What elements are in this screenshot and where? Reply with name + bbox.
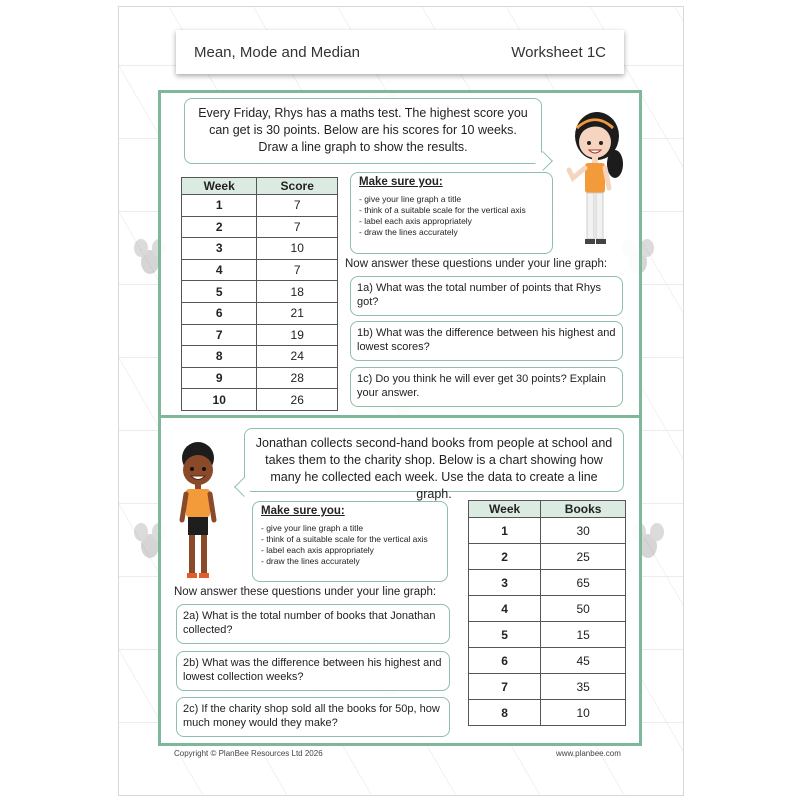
week-cell: 6: [182, 302, 257, 324]
week-cell: 4: [469, 596, 541, 622]
week-cell: 1: [469, 518, 541, 544]
score-cell: 10: [257, 238, 338, 260]
table-row: [469, 700, 626, 726]
table-row: [469, 544, 626, 570]
books-cell: 10: [541, 700, 626, 726]
boy-character-icon: [168, 440, 228, 582]
checklist-item: - draw the lines accurately: [359, 227, 544, 238]
table-row: [182, 281, 338, 303]
table-row: [182, 195, 338, 217]
books-cell: 15: [541, 622, 626, 648]
table-row: [469, 570, 626, 596]
table-row: [469, 674, 626, 700]
books-cell: 35: [541, 674, 626, 700]
section2-checklist: [252, 501, 448, 582]
table-row: [182, 367, 338, 389]
checklist-item: - label each axis appropriately: [359, 216, 544, 227]
week-cell: 6: [469, 648, 541, 674]
score-cell: 7: [257, 216, 338, 238]
girl-character-icon: [563, 106, 633, 252]
checklist-item: - give your line graph a title: [359, 194, 544, 205]
table-row: [182, 324, 338, 346]
table-row: [182, 302, 338, 324]
worksheet-number: Worksheet 1C: [511, 43, 606, 61]
checklist-title: Make sure you:: [261, 505, 345, 517]
score-cell: 28: [257, 367, 338, 389]
section2-intro-text: Jonathan collects second-hand books from people at school and takes them to the charity shop. Below is a chart showing how many he collected each week. Use the data to create a line graph.: [255, 436, 613, 501]
score-cell: 21: [257, 302, 338, 324]
column-header-week: Week: [469, 501, 541, 518]
books-cell: 50: [541, 596, 626, 622]
worksheet-header: [176, 30, 624, 74]
question-2a: 2a) What is the total number of books that Jonathan collected?: [176, 604, 450, 644]
table-row: [182, 346, 338, 368]
scores-table: [181, 177, 338, 411]
books-cell: 65: [541, 570, 626, 596]
copyright-text: Copyright © PlanBee Resources Ltd 2026: [174, 749, 323, 758]
worksheet-title: Mean, Mode and Median: [194, 43, 360, 61]
checklist-item: - think of a suitable scale for the vertical axis: [261, 534, 439, 545]
week-cell: 1: [182, 195, 257, 217]
week-cell: 5: [182, 281, 257, 303]
score-cell: 26: [257, 389, 338, 411]
week-cell: 5: [469, 622, 541, 648]
column-header-week: Week: [182, 178, 257, 195]
checklist-item: - think of a suitable scale for the vertical axis: [359, 205, 544, 216]
books-cell: 30: [541, 518, 626, 544]
week-cell: 2: [469, 544, 541, 570]
column-header-score: Score: [257, 178, 338, 195]
week-cell: 3: [182, 238, 257, 260]
checklist-item: - draw the lines accurately: [261, 556, 439, 567]
website-link[interactable]: www.planbee.com: [556, 749, 621, 758]
table-row: [182, 216, 338, 238]
section-divider: [158, 415, 642, 418]
week-cell: 2: [182, 216, 257, 238]
table-row: [469, 648, 626, 674]
week-cell: 7: [469, 674, 541, 700]
question-2b: 2b) What was the difference between his highest and lowest collection weeks?: [176, 651, 450, 691]
column-header-books: Books: [541, 501, 626, 518]
week-cell: 8: [469, 700, 541, 726]
books-table: [468, 500, 626, 726]
question-2c: 2c) If the charity shop sold all the books for 50p, how much money would they make?: [176, 697, 450, 737]
week-cell: 3: [469, 570, 541, 596]
score-cell: 19: [257, 324, 338, 346]
section2-intro-bubble: [244, 428, 624, 501]
question-1c: 1c) Do you think he will ever get 30 points? Explain your answer.: [350, 367, 623, 407]
checklist-title: Make sure you:: [359, 176, 443, 188]
table-row: [182, 238, 338, 260]
table-row: [469, 596, 626, 622]
section1-intro-bubble: [184, 98, 542, 164]
table-row: [469, 622, 626, 648]
section1-instruction: Now answer these questions under your line graph:: [345, 258, 608, 270]
books-cell: 25: [541, 544, 626, 570]
section2-instruction: Now answer these questions under your line graph:: [174, 586, 437, 598]
score-cell: 7: [257, 259, 338, 281]
score-cell: 24: [257, 346, 338, 368]
week-cell: 9: [182, 367, 257, 389]
week-cell: 8: [182, 346, 257, 368]
books-cell: 45: [541, 648, 626, 674]
table-row: [469, 518, 626, 544]
week-cell: 7: [182, 324, 257, 346]
question-1b: 1b) What was the difference between his highest and lowest scores?: [350, 321, 623, 361]
week-cell: 4: [182, 259, 257, 281]
checklist-item: - label each axis appropriately: [261, 545, 439, 556]
table-row: [182, 389, 338, 411]
table-row: [182, 259, 338, 281]
checklist-item: - give your line graph a title: [261, 523, 439, 534]
question-1a: 1a) What was the total number of points that Rhys got?: [350, 276, 623, 316]
score-cell: 18: [257, 281, 338, 303]
week-cell: 10: [182, 389, 257, 411]
score-cell: 7: [257, 195, 338, 217]
section1-checklist: [350, 172, 553, 254]
section1-intro-text: Every Friday, Rhys has a maths test. The highest score you can get is 30 points. Below are his scores for 10 weeks. Draw a line graph to show the results.: [198, 106, 528, 154]
